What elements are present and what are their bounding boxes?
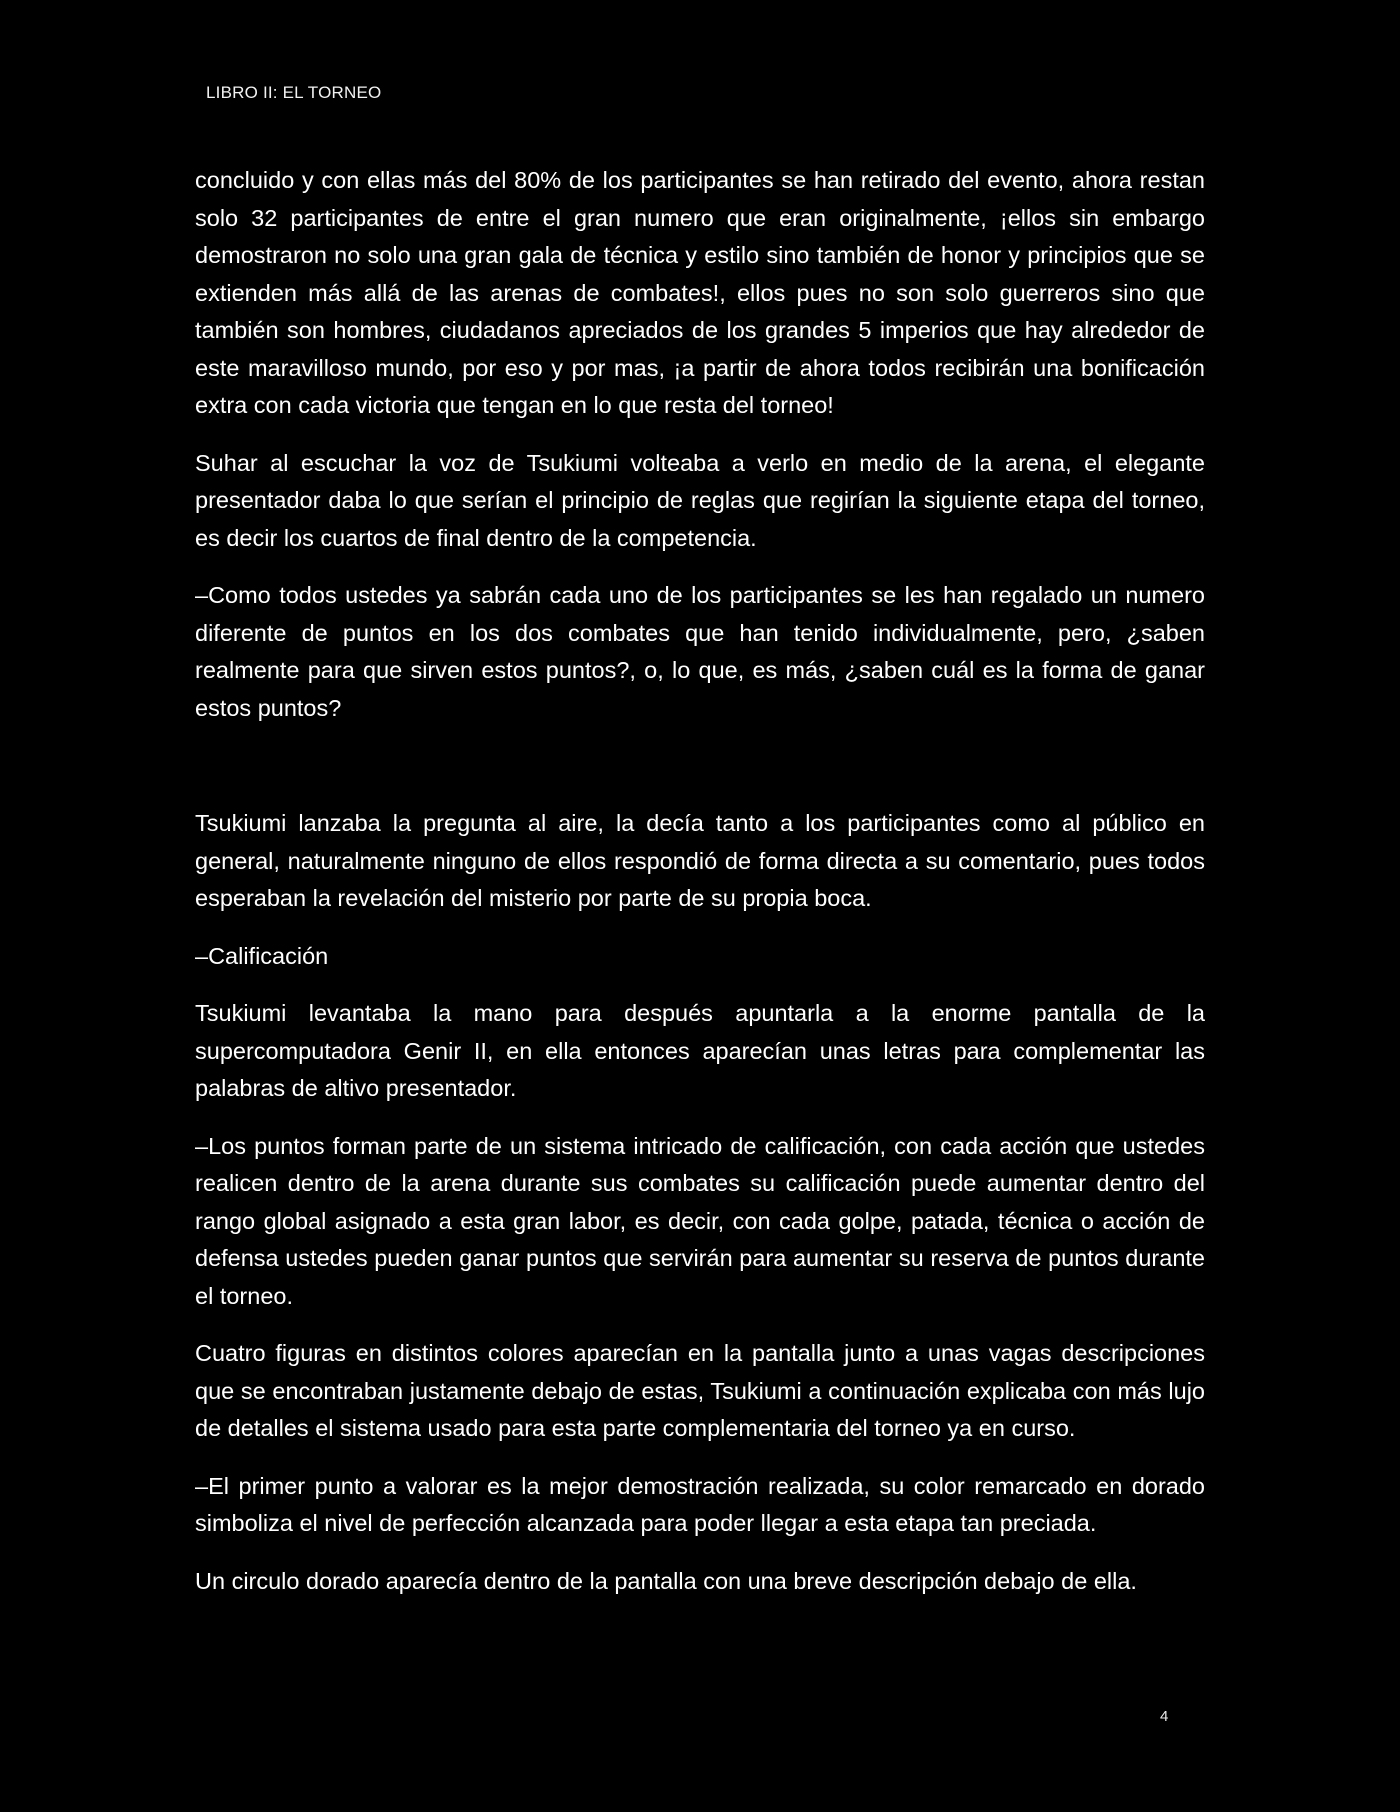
paragraph: Un circulo dorado aparecía dentro de la pantalla con una breve descripción debajo de ella. [195,1567,1137,1594]
paragraph: Suhar al escuchar la voz de Tsukiumi volteaba a verlo en medio de la arena, el elegante presentador daba lo que serían el principio de reglas que regirían la siguiente etapa del torneo, es decir los cuartos de final dentro de la competencia. [195,449,1205,551]
paragraph: Tsukiumi levantaba la mano para después apuntarla a la enorme pantalla de la supercomputadora Genir II, en ella entonces aparecían unas letras para complementar las palabras de altivo presentador. [195,1000,1205,1101]
paragraph: –Los puntos forman parte de un sistema intricado de calificación, con cada acción que ustedes realicen dentro de la arena durante sus combates su calificación puede aumentar dentro del rango global asignado a esta gran labor, es decir, con cada golpe, patada, técnica o acción de defensa ustedes pueden ganar puntos que servirán para aumentar su reserva de puntos durante el torneo. [195,1132,1205,1309]
paragraph: –Como todos ustedes ya sabrán cada uno de los participantes se les han regalado un numero diferente de puntos en los dos combates que han tenido individualmente, pero, ¿saben realmente para que sirven estos puntos?, o, lo que, es más, ¿saben cuál es la forma de ganar estos puntos? [195,582,1205,721]
body-text [195,162,1205,1620]
paragraph: Tsukiumi lanzaba la pregunta al aire, la decía tanto a los participantes como al público en general, naturalmente ninguno de ellos respondió de forma directa a su comentario, pues todos esperaban la revelación del misterio por parte de su propia boca. [195,810,1205,911]
page-number: 4 [1160,1708,1169,1725]
paragraph: –El primer punto a valorar es la mejor demostración realizada, su color remarcado en dorado simboliza el nivel de perfección alcanzada para poder llegar a esta etapa tan preciada. [195,1472,1205,1536]
paragraph: Cuatro figuras en distintos colores aparecían en la pantalla junto a unas vagas descripciones que se encontraban justamente debajo de estas, Tsukiumi a continuación explicaba con más lujo de detalles el sistema usado para esta parte complementaria del torneo ya en curso. [195,1340,1205,1441]
paragraph: concluido y con ellas más del 80% de los participantes se han retirado del evento, ahora restan solo 32 participantes de entre el gran numero que eran originalmente, ¡ellos sin embargo demostraron no solo una gran gala de técnica y estilo sino también de honor y principios que se extienden más allá de las arenas de combates!, ellos pues no son solo guerreros sino que también son hombres, ciudadanos apreciados de los grandes 5 imperios que hay alrededor de este maravilloso mundo, por eso y por mas, ¡a partir de ahora todos recibirán una bonificación extra con cada victoria que tengan en lo que resta del torneo! [195,167,1205,418]
paragraph: –Calificación [195,942,329,969]
running-header: LIBRO II: EL TORNEO [206,83,382,102]
